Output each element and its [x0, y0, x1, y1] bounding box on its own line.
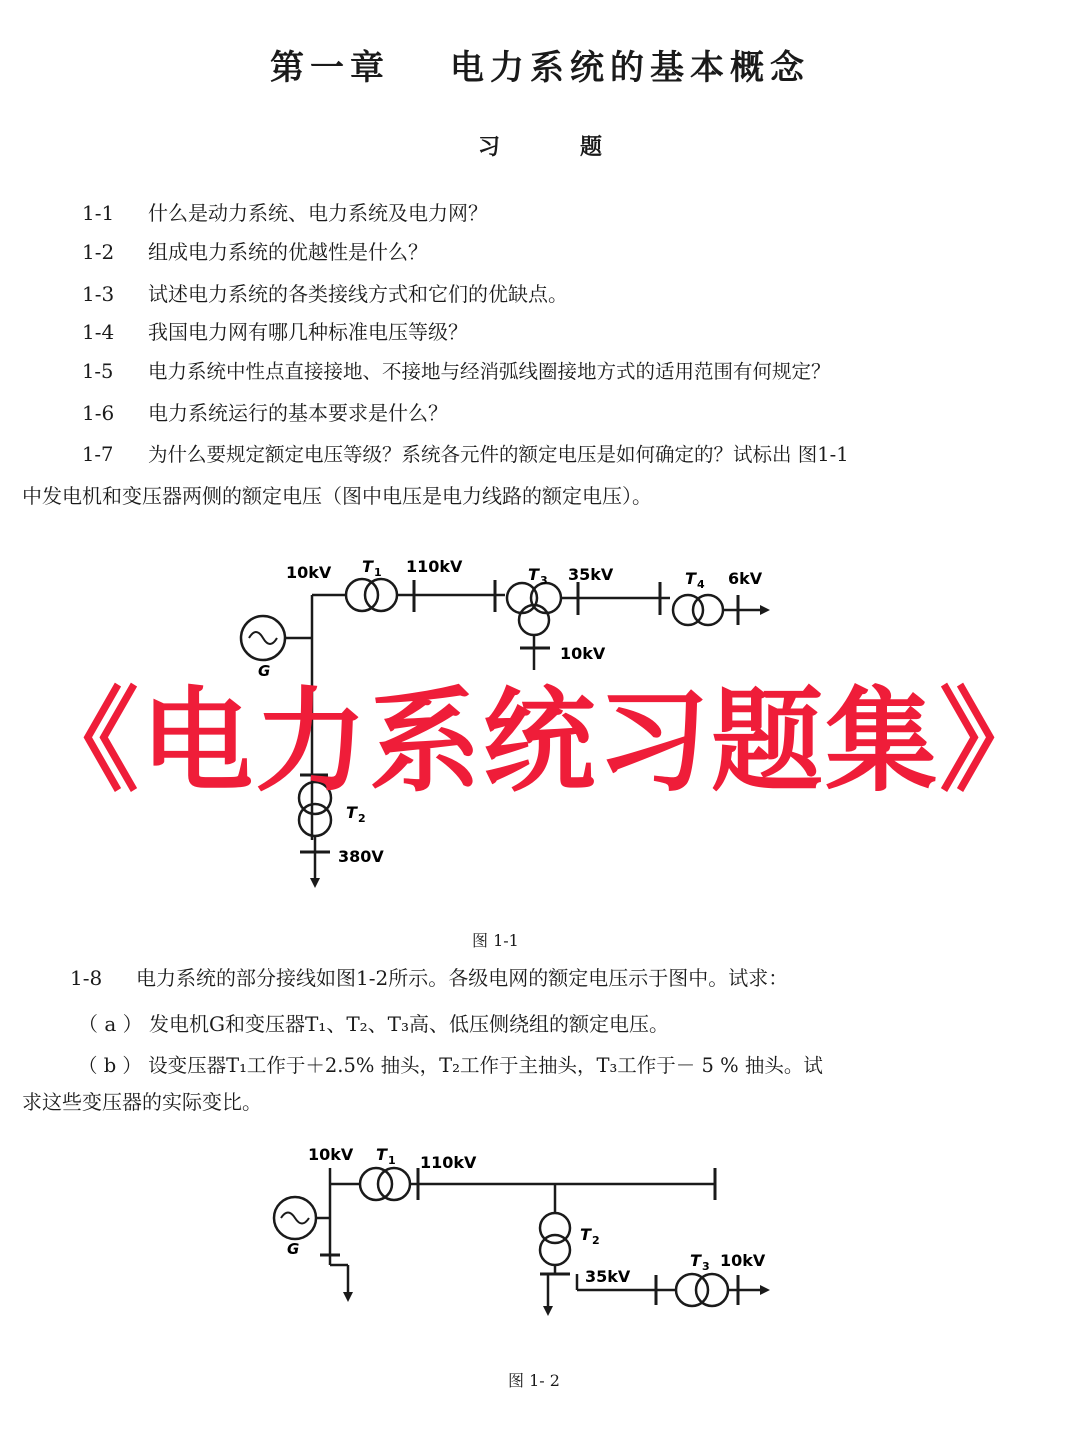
arrow-icon	[310, 878, 320, 888]
chapter-number: 第一章	[270, 48, 390, 88]
question-number: 1-2	[82, 240, 115, 264]
generator-sine-icon	[249, 632, 277, 644]
label-t4-sub: 4	[697, 578, 705, 591]
question-1-4	[82, 316, 468, 345]
question-1-8	[70, 962, 788, 991]
arrow-icon	[760, 605, 770, 615]
question-text: 组成电力系统的优越性是什么？	[148, 240, 428, 264]
question-1-3	[82, 278, 568, 307]
t3-winding-bottom	[519, 605, 549, 635]
question-text: 电力系统中性点直接接地、不接地与经消弧线圈接地方式的适用范围有何规定？	[148, 360, 831, 383]
question-text: 我国电力网有哪几种标准电压等级？	[148, 320, 468, 344]
label-10kV-gen: 10kV	[308, 1145, 354, 1164]
t3-winding-left	[676, 1274, 708, 1306]
overlay-book-title: 《电力系统习题集》	[27, 677, 1053, 807]
label-t1: T	[362, 557, 373, 576]
label-6kV: 6kV	[728, 569, 763, 588]
label-t3-sub: 3	[540, 574, 548, 587]
label-10kV-gen: 10kV	[286, 563, 332, 582]
label-t2-sub: 2	[358, 812, 366, 825]
question-number: 1-8	[70, 966, 103, 990]
label-t1-sub: 1	[374, 566, 382, 579]
label-t4: T	[685, 569, 696, 588]
question-1-7-continued: 中发电机和变压器两侧的额定电压（图中电压是电力线路的额定电压）。	[22, 484, 652, 508]
t1-winding-right	[365, 579, 397, 611]
label-generator: G	[258, 662, 271, 680]
question-text: 电力系统运行的基本要求是什么？	[148, 401, 448, 425]
label-10kV-t3: 10kV	[720, 1251, 766, 1270]
question-1-5	[82, 356, 831, 384]
label-t3: T	[528, 565, 539, 584]
label-380V: 380V	[338, 847, 384, 866]
label-110kV: 110kV	[406, 557, 463, 576]
figure-1-2-diagram	[0, 1140, 1080, 1340]
t3-winding-right	[696, 1274, 728, 1306]
question-text: 什么是动力系统、电力系统及电力网？	[148, 201, 488, 225]
question-1-8-part-a: （ a ） 发电机G和变压器T₁、T₂、T₃高、低压侧绕组的额定电压。	[78, 1012, 670, 1036]
t1-winding-left	[346, 579, 378, 611]
chapter-title	[0, 40, 1080, 89]
t1-winding-right	[378, 1168, 410, 1200]
question-number: 1-7	[82, 443, 114, 466]
label-t3: T	[690, 1251, 701, 1270]
section-title-char-2: 题	[580, 135, 603, 160]
question-number: 1-1	[82, 201, 115, 225]
label-t1: T	[376, 1145, 387, 1164]
generator-sine-icon	[281, 1213, 309, 1224]
question-text: 为什么要规定额定电压等级？系统各元件的额定电压是如何确定的？试标出 图1-1	[148, 443, 849, 466]
section-title-char-1: 习	[477, 135, 500, 160]
question-number: 1-6	[82, 401, 115, 425]
question-1-6	[82, 397, 448, 426]
question-number: 1-4	[82, 320, 115, 344]
figure-1-2-caption: 图 1- 2	[508, 1371, 560, 1390]
section-title	[0, 130, 1080, 161]
label-10kV-t3: 10kV	[560, 644, 606, 663]
label-110kV: 110kV	[420, 1153, 477, 1172]
arrow-icon	[543, 1306, 553, 1316]
figure-1-1-caption: 图 1-1	[472, 931, 519, 950]
question-1-1	[82, 197, 488, 226]
question-number: 1-5	[82, 360, 114, 383]
t4-winding-right	[693, 595, 723, 625]
label-35kV: 35kV	[568, 565, 614, 584]
question-1-8-part-b: （ b ） 设变压器T₁工作于＋2.5% 抽头，T₂工作于主抽头，T₃工作于－ 5 % 抽头。试	[78, 1054, 823, 1077]
question-text: 电力系统的部分接线如图1-2所示。各级电网的额定电压示于图中。试求：	[136, 966, 789, 990]
label-t3-sub: 3	[702, 1260, 710, 1273]
arrow-icon	[343, 1292, 353, 1302]
t3-winding-left	[507, 583, 537, 613]
t3-winding-right	[531, 583, 561, 613]
label-t2: T	[346, 803, 357, 822]
question-number: 1-3	[82, 282, 115, 306]
label-t1-sub: 1	[388, 1154, 396, 1167]
question-1-8-part-b-continued: 求这些变压器的实际变比。	[22, 1090, 262, 1114]
t1-winding-left	[360, 1168, 392, 1200]
chapter-name: 电力系统的基本概念	[450, 48, 810, 88]
t2-winding-bottom	[540, 1235, 570, 1265]
label-t2: T	[580, 1225, 591, 1244]
question-text: 试述电力系统的各类接线方式和它们的优缺点。	[148, 282, 568, 306]
question-1-7	[82, 439, 849, 467]
arrow-icon	[760, 1285, 770, 1295]
question-1-2	[82, 236, 428, 265]
label-generator: G	[287, 1240, 300, 1258]
label-t2-sub: 2	[592, 1234, 600, 1247]
label-35kV: 35kV	[585, 1267, 631, 1286]
